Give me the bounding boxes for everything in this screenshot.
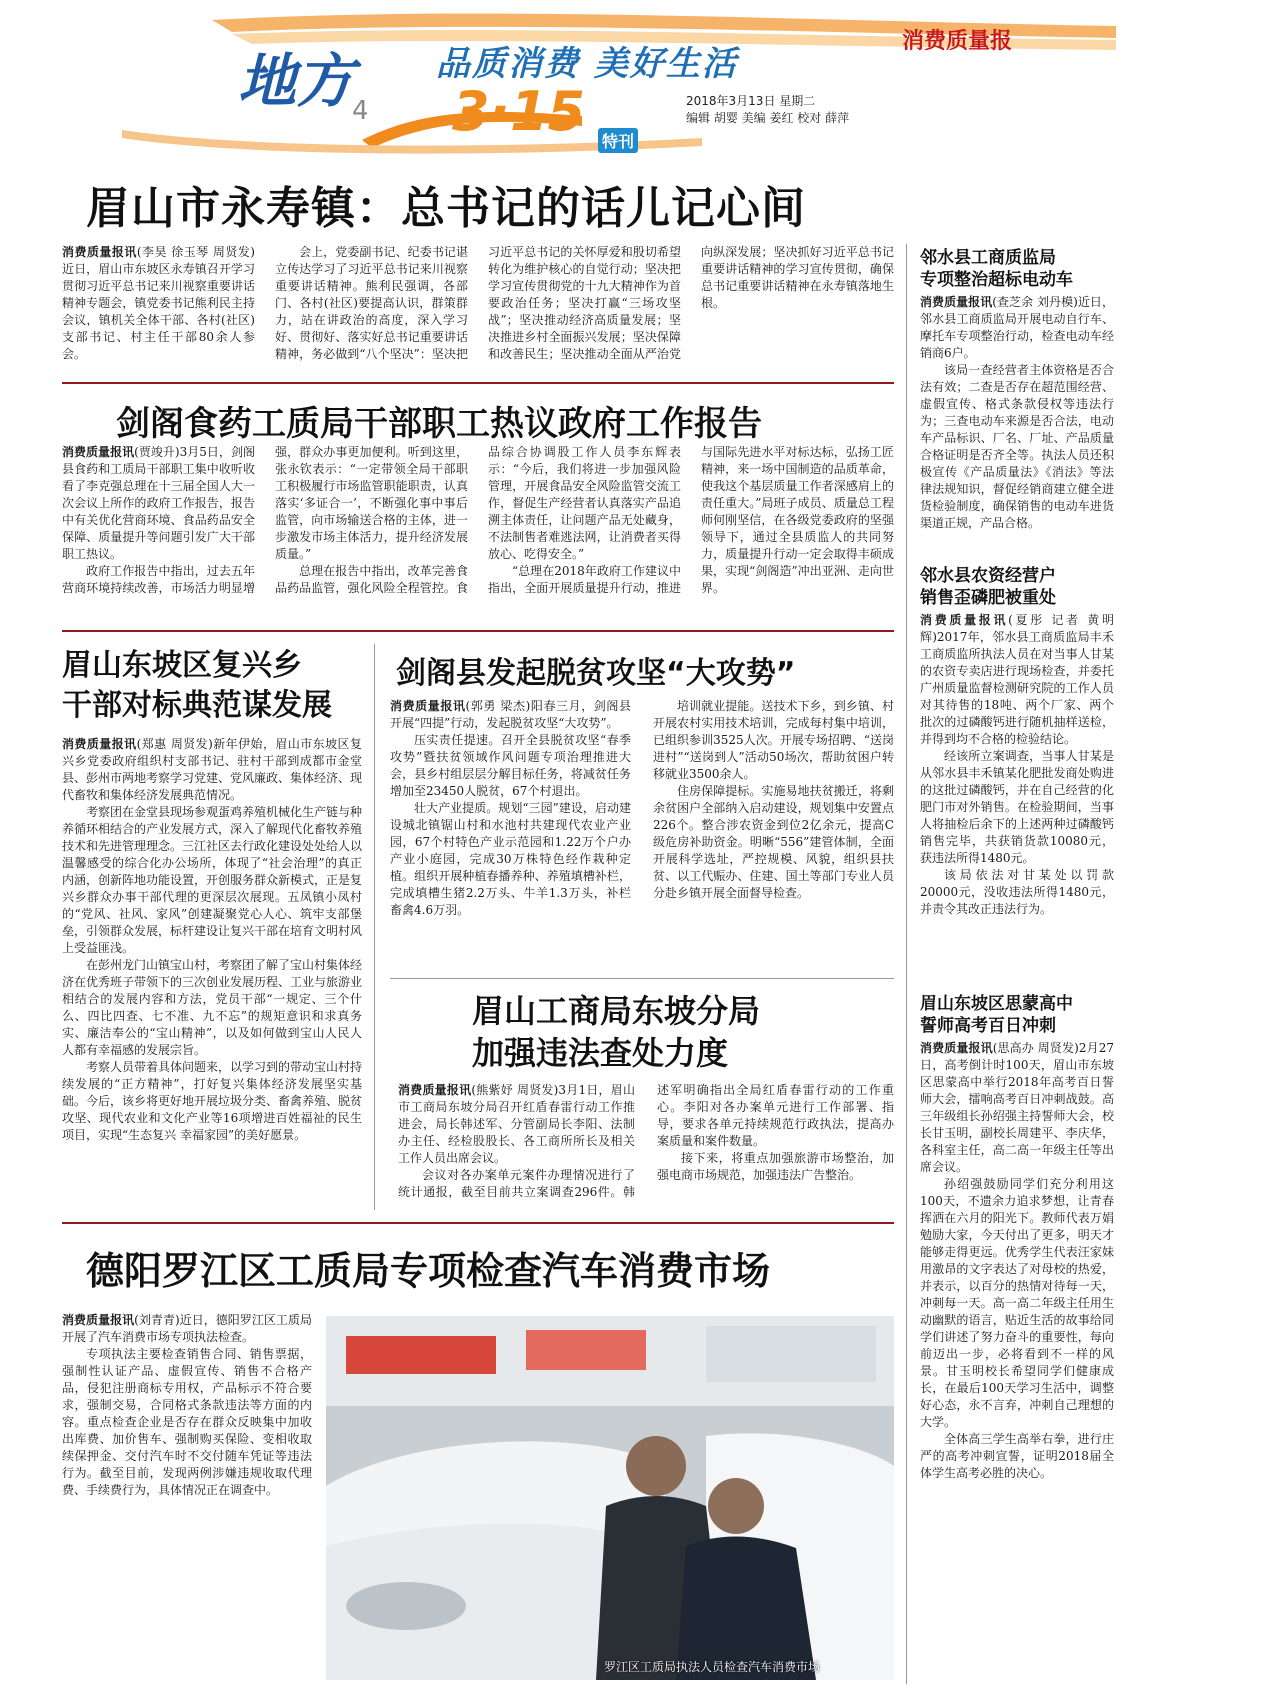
special-badge: 特刊 [598, 128, 638, 153]
article-title: 德阳罗江区工质局专项检查汽车消费市场 [86, 1249, 771, 1293]
reporters: (刘青青) [134, 1313, 180, 1327]
page-number: 4 [352, 96, 369, 126]
paragraph: 政府工作报告中指出，过去五年营商环境持续改善，市场活力明显增强，群众办事更加便利。听到这里，张永钦表示：“一定带领全局干部职工积极履行市场监管职能职责，认真落实‘多证合一’，不断强化事中事后监管，向市场输送合格的主体，进一步激发市场主体活力，提升经济发展质量。” [62, 445, 468, 595]
paragraph: 消费质量报讯(熊紫妤 周贤发)3月1日，眉山市工商局东坡分局召开红盾春雷行动工作推进会，局长韩述军、分管副局长李阳、法制办主任、经检股股长、各工商所所长及相关工作人员出席会议。 [398, 1083, 635, 1165]
divider [62, 630, 894, 632]
article-body [390, 698, 894, 968]
paragraph: 消费质量报讯(思高办 周贤发)2月27日，高考倒计时100天，眉山市东坡区思蒙高中举行2018年高考百日誓师大会，擂响高考百日冲刺战鼓。高三年级组长孙绍强主持誓师大会，校长甘玉明，副校长周建平、李庆华，各科室主任，高二高一年级主任等出席会议。 [920, 1041, 1114, 1174]
article-body [62, 444, 894, 620]
paragraph: 消费质量报讯(查芝余 刘丹模)近日，邻水县工商质监局开展电动自行车、摩托车专项整治行动，检查电动车经销商6户。 [920, 295, 1114, 360]
paragraph: 消费质量报讯(贾竣升)3月5日，剑阁县食药和工质局干部职工集中收听收看了李克强总理在十三届全国人大一次会议上所作的政府工作报告，报告中有关优化营商环境、食品药品安全保障、质量提升等问题引发广大干部职工热议。 [62, 445, 255, 561]
paragraph: 孙绍强鼓励同学们充分利用这100天，不遗余力追求梦想，让青春挥洒在六月的阳光下。教师代表万娟勉励大家，今天付出了更多，明天才能够走得更远。优秀学生代表汪家妹用激昂的文字表达了对母校的热爱，并表示，以百分的热情对待每一天，冲刺每一天。高一高二年级主任用生动幽默的语言，贴近生活的故事给同学们讲述了努力奋斗的重要性，每向前迈出一步，必将看到不一样的风景。甘玉明校长希望同学们健康成长，在最后100天学习生活中，调整好心态，永不言弃，冲刺自己理想的大学。 [920, 1177, 1114, 1429]
masthead [62, 10, 1116, 160]
paragraph: 住房保障提标。实施易地扶贫搬迁，将剩余贫困户全部纳入启动建设，规划集中安置点226个。整合涉农资金到位2亿余元，提高C级危房补助资金。明晰“556”建管体制，全面开展科学选址，严控规模、风貌，组织县扶贫、以工代赈办、住建、国土等部门专业人员分赴乡镇开展全面督导检查。 [653, 784, 894, 900]
article-title: 剑阁食药工质局干部职工热议政府工作报告 [116, 404, 762, 444]
news-photo [326, 1316, 894, 1680]
photo-caption: 罗江区工质局执法人员检查汽车消费市场 [604, 1660, 821, 1674]
side-body [920, 1040, 1114, 1684]
reporters: (熊紫妤 周贤发) [471, 1083, 559, 1097]
paragraph: 消费质量报讯(夏彤 记者 黄明辉)2017年，邻水县工商质监局丰禾工商质监所执法人员在对当事人甘某的农资专卖店进行现场检查，并委托广州质量监督检测研究院的工作人员对其待售的18吨、两个厂家、两个批次的过磷酸钙进行随机抽样送检，并得到均不合格的检验结论。 [920, 613, 1114, 746]
paragraph: 经该所立案调查，当事人甘某是从邻水县丰禾镇某化肥批发商处购进的这批过磷酸钙，并在自己经营的化肥门市对外销售。在检验期间，当事人将抽检后余下的上述两种过磷酸钙销售完毕，共获销货款10080元，获违法所得1480元。 [920, 749, 1114, 865]
byline: 消费质量报讯 [62, 737, 137, 751]
byline: 消费质量报讯 [62, 445, 135, 459]
reporters: (贾竣升) [134, 445, 180, 459]
article-body [62, 1312, 312, 1682]
reporters: (郭勇 梁杰) [465, 699, 531, 713]
slogan: 品质消费 美好生活 [436, 44, 738, 84]
divider [62, 1222, 894, 1224]
divider [390, 978, 894, 979]
paragraph: 会上，党委副书记、纪委书记谌立传达学习了习近平总书记来川视察重要讲话精神。熊利民强调，各部门、各村(社区)要提高认识，群策群力，站在讲政治的高度，深入学习好、贯彻好、落实好总书记重要讲话精神，务必做到“八个坚决”：坚决把习近平总书记的关怀厚爱和殷切希望转化为维护核心的自觉行动；坚决把学习宣传贯彻党的十九大精神作为首要政治任务；坚决打赢“三场攻坚战”；坚决推动经济高质量发展；坚决推进乡村全面振兴发展；坚决保障和改善民生；坚决推动全面从严治党向纵深发展；坚决抓好习近平总书记重要讲话精神的学习宣传贯彻，确保总书记重要讲话精神在永寿镇落地生根。 [275, 245, 894, 361]
side-title-line1: 眉山东坡区思蒙高中 [920, 994, 1073, 1014]
article-title: 眉山市永寿镇：总书记的话儿记心间 [86, 183, 806, 234]
article-title-line1: 眉山东坡区复兴乡 [62, 648, 302, 683]
side-title-line1: 邻水县农资经营户 [920, 566, 1056, 586]
issue-date: 2018年3月13日 星期二 [686, 94, 816, 108]
paragraph: 消费质量报讯(郭勇 梁杰)阳春三月，剑阁县开展“四提”行动，发起脱贫攻坚“大攻势”。 [390, 699, 631, 730]
paragraph: 考察人员带着具体问题来，以学习到的带动宝山村持续发展的“正方精神”，打好复兴集体经济发展坚实基础。今后，该乡将更好地开展垃圾分类、畜禽养殖、脱贫攻坚、现代农业和文化产业等16项增进百姓福祉的民生项目，实现“生态复兴 幸福家园”的美好愿景。 [62, 1060, 362, 1142]
paragraph: 培训就业提能。送技术下乡，到乡镇、村开展农村实用技术培训，完成每村集中培训，已组织参训3525人次。开展专场招聘、“送岗进村”“送岗到人”活动50场次，帮助贫困户转移就业3500余人。 [653, 699, 894, 781]
article-body [62, 736, 362, 1210]
paragraph: “总理在2018年政府工作建议中指出，全面开展质量提升行动，推进与国际先进水平对标达标，弘扬工匠精神，来一场中国制造的品质革命，使我这个基层质量工作者深感肩上的责任重大。”局班子成员、质量总工程师何刚坚信，在各级党委政府的坚强领导下，通过全县质监人的共同努力，质量提升行动一定会取得丰硕成果，实现“剑阁造”冲出亚洲、走向世界。 [488, 445, 894, 595]
byline: 消费质量报讯 [62, 245, 137, 259]
paragraph: 会议对各办案单元案件办理情况进行了统计通报，截至目前共立案调查296件。韩述军明确指出全局红盾春雷行动的工作重心。李阳对各办案单元进行工作部署、指导，要求各单元持续规范行政执法，提高办案质量和案件数量。 [398, 1083, 894, 1199]
reporters: (郑惠 周贤发) [136, 737, 213, 751]
paragraph: 接下来，将重点加强旅游市场整治，加强电商市场规范，加强违法广告整治。 [657, 1151, 894, 1182]
paragraph: 压实责任提速。召开全县脱贫攻坚“春季攻势”暨扶贫领域作风问题专项治理推进大会，县乡村组层层分解目标任务，将减贫任务增加至23450人脱贫，67个村退出。 [390, 733, 631, 798]
editors-line: 编辑 胡婴 美编 姜红 校对 薛萍 [686, 111, 850, 125]
reporters: (思高办 周贤发) [992, 1041, 1079, 1055]
paragraph: 考察团在金堂县现场参观蛋鸡养殖机械化生产链与种养循环相结合的产业发展方式，深入了解现代化畜牧养殖技术和先进管理理念。三江社区去行政化建设处处给人以温馨感受的综合化办公场所，体现了“社会治理”的真正内涵，创新阵地功能设置，开创服务群众新模式，正是复兴乡群众办事干部代理的更深层次展现。五凤镇小凤村的“党风、社风、家风”创建凝聚党心人心、筑牢支部堡垒，引领群众发展，标杆建设让复兴干部在培育文明村风上受益匪浅。 [62, 805, 362, 955]
paragraph: 总理在报告中指出，改革完善食品药品监管，强化风险全程管控。食品综合协调股工作人员李东辉表示：“今后，我们将进一步加强风险管理，开展食品安全风险监管交流工作，督促生产经营者认真落实产品追溯主体责任，让问题产品无处藏身，不法制售者难逃法网，让消费者买得放心、吃得安全。” [275, 445, 681, 595]
side-title-line2: 誓师高考百日冲刺 [920, 1016, 1056, 1036]
reporters: (查芝余 刘丹模) [992, 295, 1078, 309]
section-label: 地方 [238, 47, 355, 115]
column-rule [374, 644, 375, 1210]
article-title-line1: 眉山工商局东坡分局 [472, 992, 761, 1030]
article-title-line2: 加强违法查处力度 [472, 1034, 729, 1072]
photo-illustration [326, 1316, 894, 1680]
paragraph: 消费质量报讯(李昊 徐玉琴 周贤发)近日，眉山市东坡区永寿镇召开学习贯彻习近平总书记来川视察重要讲话精神专题会，镇党委书记熊利民主持会议，镇机关全体干部、各村(社区)支部书记、村主任干部80余人参会。 [62, 245, 255, 361]
paragraph: 该局依法对甘某处以罚款20000元，没收违法所得1480元，并责令其改正违法行为。 [920, 868, 1114, 916]
paper-name: 消费质量报 [902, 29, 1013, 54]
side-title-line2: 专项整治超标电动车 [920, 270, 1073, 290]
paragraph: 在彭州龙门山镇宝山村，考察团了解了宝山村集体经济在优秀班子带领下的三次创业发展历程、工业与旅游业相结合的发展内容和方法，党员干部“一规定、三个什么、四比四查、七不准、九不忘”的规矩意识和求真务实、廉洁奉公的“宝山精神”，以及如何做到宝山人民人人都有幸福感的发展宗旨。 [62, 958, 362, 1057]
article-title-line2: 干部对标典范谋发展 [62, 688, 332, 723]
paragraph: 壮大产业提质。规划“三园”建设，启动建设城北镇锯山村和水池村共建现代农业产业园，67个村特色产业示范园和1.22万个户办产业小庭园，完成30万株特色经作栽种定植。组织开展种植春播养种、养殖填槽补栏，完成填槽生猪2.2万头、牛羊1.3万头，补栏畜禽4.6万羽。 [390, 801, 631, 917]
side-body [920, 294, 1114, 550]
paragraph: 消费质量报讯(郑惠 周贤发)新年伊始，眉山市东坡区复兴乡党委政府组织村支部书记、驻村干部到成都市金堂县、彭州市两地考察学习党建、党风廉政、集体经济、现代畜牧和集体经济发展典范情况。 [62, 737, 362, 802]
big-logo: 3·15 [452, 80, 586, 143]
paragraph: 全体高三学生高举右拳，进行庄严的高考冲刺宣誓，证明2018届全体学生高考必胜的决心。 [920, 1432, 1114, 1480]
reporters: (夏彤 记者 黄明辉) [920, 613, 1114, 644]
side-title-line1: 邻水县工商质监局 [920, 248, 1056, 268]
byline: 消费质量报讯 [920, 1041, 993, 1055]
side-body [920, 612, 1114, 978]
article-title: 剑阁县发起脱贫攻坚“大攻势” [396, 656, 796, 691]
paragraph: 专项执法主要检查销售合同、销售票据，强制性认证产品、虚假宣传、销售不合格产品，侵犯注册商标专用权，产品标示不符合要求，强制交易，合同格式条款违法等方面的内容。重点检查企业是否存在群众反映集中加收出库费、加价售车、强制购买保险、变相收取续保押金、交付汽车时不交付随车凭证等违法行为。截至目前，发现两例涉嫌违规收取代理费、手续费行为，具体情况正在调查中。 [62, 1347, 312, 1497]
reporters: (李昊 徐玉琴 周贤发) [136, 245, 255, 259]
byline: 消费质量报讯 [920, 295, 993, 309]
paragraph: 消费质量报讯(刘青青)近日，德阳罗江区工质局开展了汽车消费市场专项执法检查。 [62, 1313, 312, 1344]
byline: 消费质量报讯 [398, 1083, 472, 1097]
divider [62, 382, 894, 384]
byline: 消费质量报讯 [390, 699, 466, 713]
side-title-line2: 销售歪磷肥被重处 [920, 588, 1056, 608]
article-body [62, 244, 894, 372]
byline: 消费质量报讯 [62, 1313, 135, 1327]
article-body [398, 1082, 894, 1212]
sidebar-rule [906, 244, 907, 1684]
paragraph: 该局一查经营者主体资格是否合法有效；二查是否存在超范围经营、虚假宣传、格式条款侵权等违法行为；三查电动车来源是否合法，电动车产品标识、厂名、厂址、产品质量合格证明是否齐全等。执法人员还积极宣传《产品质量法》《消法》等法律法规知识，督促经销商建立健全进货检验制度，确保销售的电动车进货渠道正规，产品合格。 [920, 363, 1114, 530]
byline: 消费质量报讯 [920, 613, 1009, 627]
